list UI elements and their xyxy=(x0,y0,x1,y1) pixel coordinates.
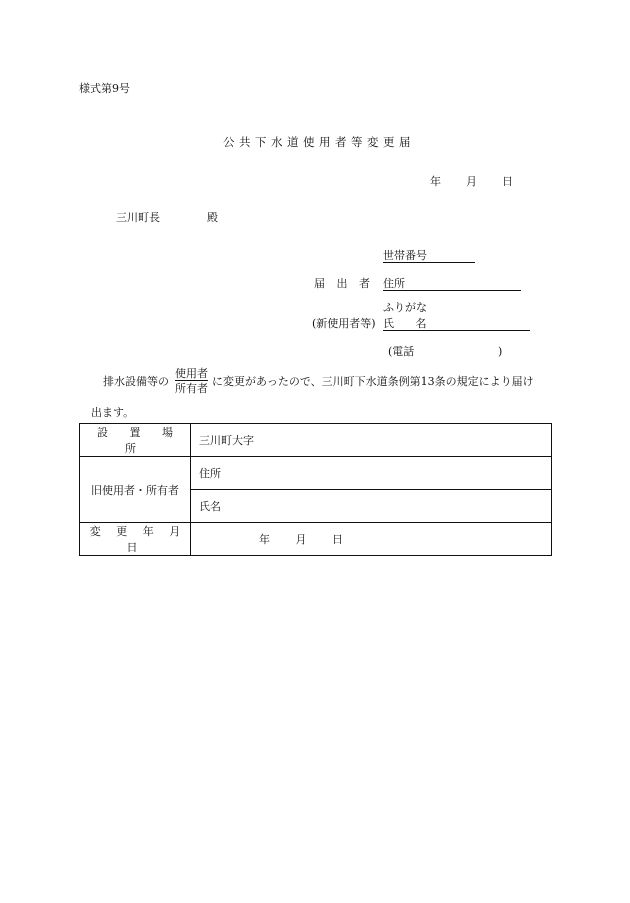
change-date-month: 月 xyxy=(295,533,307,546)
applicant-address-field xyxy=(383,278,521,291)
old-name-cell[interactable] xyxy=(191,490,552,523)
applicant-name-field xyxy=(383,318,530,331)
date-day-label: 日 xyxy=(502,175,513,188)
location-label-cell xyxy=(80,424,191,457)
date-month-label: 月 xyxy=(466,175,477,188)
phone-label: (電話 xyxy=(388,345,415,358)
date-year-label: 年 xyxy=(430,175,441,188)
change-details-table xyxy=(79,423,552,556)
change-date-cell[interactable] xyxy=(191,523,552,556)
user-owner-stack xyxy=(175,368,208,394)
addressee-mayor: 三川町長 xyxy=(116,211,160,224)
statement-suffix: に変更があったので、三川町下水道条例第13条の規定により届け xyxy=(212,375,534,388)
old-address-cell[interactable] xyxy=(191,457,552,490)
new-user-label: (新使用者等) xyxy=(312,317,376,330)
change-date-day: 日 xyxy=(332,533,343,546)
old-address-label: 住所 xyxy=(199,467,221,480)
statement-line2: 出ます。 xyxy=(91,406,135,419)
change-date-year: 年 xyxy=(259,533,270,546)
page-title: 公共下水道使用者等変更届 xyxy=(223,135,415,149)
table-row-change-date xyxy=(80,523,552,556)
location-value: 三川町大字 xyxy=(199,434,254,447)
table-row-old-address xyxy=(80,457,552,490)
location-label: 設 置 場 所 xyxy=(97,426,182,455)
applicant-address-label: 住所 xyxy=(383,277,405,290)
form-number: 様式第9号 xyxy=(79,82,130,95)
applicant-address-blank[interactable] xyxy=(405,278,521,291)
household-number-field xyxy=(383,250,475,263)
applicant-name-label: 氏 名 xyxy=(383,317,436,330)
old-owner-label-cell xyxy=(80,457,191,523)
furigana-label: ふりがな xyxy=(383,301,427,314)
statement-prefix: 排水設備等の xyxy=(103,375,169,388)
location-value-cell[interactable] xyxy=(191,424,552,457)
old-name-label: 氏名 xyxy=(199,500,221,513)
table-row-location xyxy=(80,424,552,457)
applicant-name-blank[interactable] xyxy=(436,318,530,331)
household-number-label: 世帯番号 xyxy=(383,249,427,262)
change-date-label-cell xyxy=(80,523,191,556)
addressee-honorific: 殿 xyxy=(207,211,218,224)
phone-close-paren: ) xyxy=(498,345,503,358)
old-owner-label: 旧使用者・所有者 xyxy=(91,483,179,497)
notifier-label: 届 出 者 xyxy=(314,277,374,290)
stack-owner-label: 所有者 xyxy=(175,382,208,395)
change-date-label: 変 更 年 月 日 xyxy=(89,525,187,554)
household-number-blank[interactable] xyxy=(427,250,475,263)
stack-user-label: 使用者 xyxy=(175,367,208,380)
